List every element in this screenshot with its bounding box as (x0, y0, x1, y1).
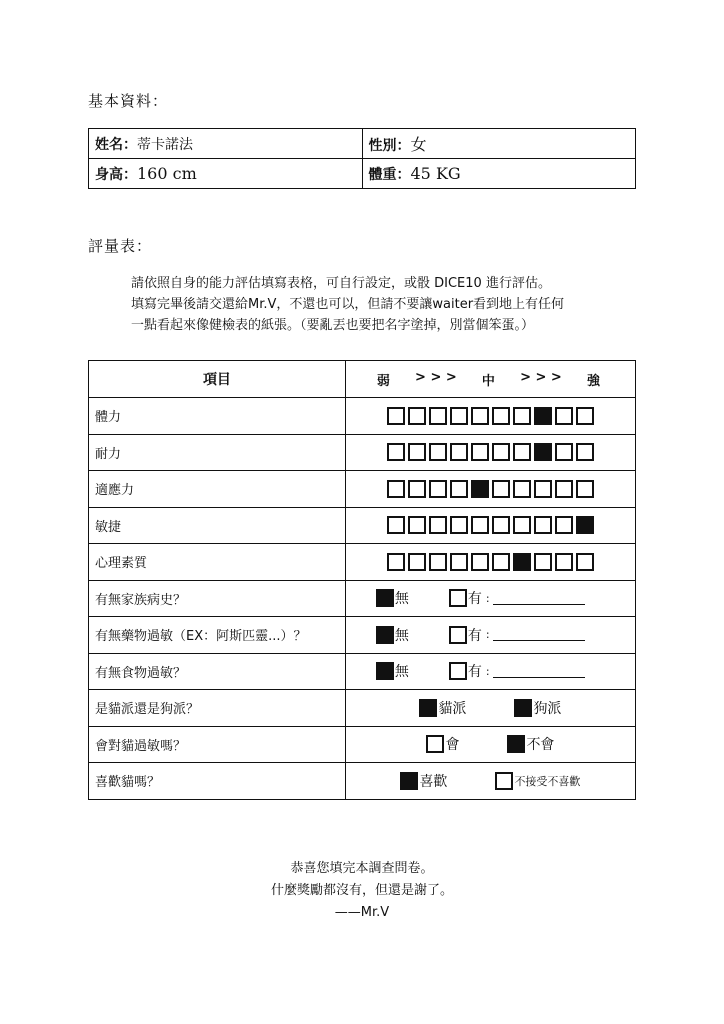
rating-box[interactable] (492, 407, 510, 425)
rating-box[interactable] (387, 480, 405, 498)
option-label: 不接受不喜歡 (514, 774, 581, 788)
checkbox-checked[interactable] (514, 699, 532, 717)
rating-scale (345, 544, 635, 581)
option-label: 無 (394, 664, 409, 681)
rating-box[interactable] (471, 407, 489, 425)
rating-box[interactable] (450, 480, 468, 498)
question-row (89, 653, 636, 690)
checkbox-unchecked[interactable] (449, 626, 467, 644)
rating-box[interactable] (387, 443, 405, 461)
item-column-header: 項目 (89, 361, 346, 398)
name-cell (89, 129, 363, 159)
question-label: 有無藥物過敏（EX：阿斯匹靈...）？ (89, 617, 346, 654)
rating-box[interactable] (450, 516, 468, 534)
checkbox-checked[interactable] (376, 626, 394, 644)
basic-info-table (88, 128, 636, 189)
answer-option[interactable] (376, 625, 409, 645)
section-eval-heading: 評量表： (88, 237, 153, 255)
rating-box[interactable] (576, 407, 594, 425)
answer-option[interactable] (449, 588, 585, 608)
height-cell (89, 159, 363, 189)
rating-box[interactable] (492, 443, 510, 461)
checkbox-checked[interactable] (419, 699, 437, 717)
name-value: 蒂卡諾法 (137, 136, 193, 153)
rating-row (89, 434, 636, 471)
rating-box[interactable] (429, 516, 447, 534)
rating-box[interactable] (492, 516, 510, 534)
answer-option[interactable] (495, 772, 580, 790)
answer-option[interactable] (376, 588, 409, 608)
option-label: 不會 (526, 737, 555, 754)
checkbox-unchecked[interactable] (426, 735, 444, 753)
option-label: 有 (467, 591, 482, 608)
weight-label: 體重： (368, 166, 411, 183)
checkbox-checked[interactable] (376, 589, 394, 607)
colon: : (485, 591, 490, 605)
checkbox-unchecked[interactable] (495, 772, 513, 790)
answer-option[interactable] (419, 698, 466, 718)
rating-box[interactable] (576, 553, 594, 571)
question-label: 有無家族病史？ (89, 580, 346, 617)
rating-label: 敏捷 (89, 507, 346, 544)
gender-label: 性別： (368, 138, 411, 154)
rating-box[interactable] (387, 407, 405, 425)
rating-box[interactable] (408, 516, 426, 534)
rating-box[interactable] (429, 553, 447, 571)
footer-signature: ——Mr.V (334, 905, 390, 920)
rating-label: 體力 (89, 398, 346, 435)
instruction-line: 填寫完畢後請交還給Mr.V，不還也可以，但請不要讓waiter看到地上有任何 (131, 297, 565, 312)
question-row (89, 726, 636, 763)
question-answer (345, 653, 635, 690)
weight-value: 45 KG (410, 163, 461, 183)
rating-row (89, 471, 636, 508)
scale-mid: 中 (481, 373, 495, 389)
rating-label: 適應力 (89, 471, 346, 508)
question-answer (345, 580, 635, 617)
checkbox-unchecked[interactable] (449, 662, 467, 680)
rating-box[interactable] (450, 553, 468, 571)
rating-box[interactable] (492, 553, 510, 571)
rating-box[interactable] (576, 443, 594, 461)
question-label: 有無食物過敏？ (89, 653, 346, 690)
question-row (89, 580, 636, 617)
rating-box[interactable] (429, 443, 447, 461)
rating-box[interactable] (471, 553, 489, 571)
rating-row (89, 398, 636, 435)
question-row (89, 690, 636, 727)
scale-strong: 強 (586, 373, 600, 389)
rating-box[interactable] (534, 516, 552, 534)
scale-weak: 弱 (376, 373, 390, 389)
checkbox-checked[interactable] (400, 772, 418, 790)
option-label: 狗派 (533, 700, 562, 717)
rating-box-selected[interactable] (534, 443, 552, 461)
rating-box[interactable] (408, 480, 426, 498)
answer-option[interactable] (426, 734, 459, 754)
instruction-line: 請依照自身的能力評估填寫表格，可自行設定，或骰 DICE10 進行評估。 (131, 276, 551, 291)
option-label: 有 (467, 627, 482, 644)
rating-box-selected[interactable] (471, 480, 489, 498)
checkbox-unchecked[interactable] (449, 589, 467, 607)
rating-box[interactable] (429, 480, 447, 498)
answer-option[interactable] (400, 771, 447, 791)
rating-box[interactable] (513, 516, 531, 534)
question-answer (345, 690, 635, 727)
question-label: 喜歡貓嗎？ (89, 763, 346, 800)
rating-box[interactable] (534, 553, 552, 571)
rating-box[interactable] (555, 407, 573, 425)
rating-label: 心理素質 (89, 544, 346, 581)
blank-fill-line[interactable] (493, 665, 585, 678)
colon: : (485, 664, 490, 678)
question-label: 是貓派還是狗派？ (89, 690, 346, 727)
footer-line: 恭喜您填完本調查問卷。 (290, 861, 434, 876)
rating-scale (345, 471, 635, 508)
rating-box[interactable] (555, 480, 573, 498)
section-basic-heading: 基本資料： (88, 92, 169, 110)
rating-box[interactable] (555, 443, 573, 461)
rating-box[interactable] (408, 553, 426, 571)
rating-box[interactable] (471, 516, 489, 534)
colon: : (485, 628, 490, 642)
rating-scale (345, 398, 635, 435)
rating-box[interactable] (408, 443, 426, 461)
rating-box[interactable] (513, 443, 531, 461)
footer-line: 什麼獎勵都沒有，但還是謝了。 (270, 883, 453, 898)
instructions (131, 273, 631, 336)
option-label: 無 (394, 627, 409, 644)
rating-box[interactable] (555, 516, 573, 534)
weight-cell (362, 159, 636, 189)
question-row (89, 617, 636, 654)
option-label: 會 (445, 737, 460, 754)
rating-box-selected[interactable] (576, 516, 594, 534)
rating-box[interactable] (492, 480, 510, 498)
rating-box[interactable] (429, 407, 447, 425)
rating-scale (345, 507, 635, 544)
rating-box[interactable] (408, 407, 426, 425)
rating-label: 耐力 (89, 434, 346, 471)
closing-message (0, 858, 724, 924)
name-label: 姓名： (95, 136, 137, 153)
answer-option[interactable] (449, 625, 585, 645)
height-label: 身高： (95, 166, 137, 183)
option-label: 喜歡 (419, 773, 448, 790)
question-label: 會對貓過敏嗎？ (89, 726, 346, 763)
rating-box[interactable] (387, 516, 405, 534)
rating-box[interactable] (513, 480, 531, 498)
blank-fill-line[interactable] (493, 592, 585, 605)
instruction-line: 一點看起來像健檢表的紙張。（要亂丟也要把名字塗掉，別當個笨蛋。） (131, 318, 535, 333)
answer-option[interactable] (514, 698, 561, 718)
rating-box[interactable] (387, 553, 405, 571)
option-label: 無 (394, 591, 409, 608)
evaluation-table (88, 360, 636, 800)
scale-arrows: > > > (520, 369, 562, 385)
gender-cell (362, 129, 636, 159)
rating-box[interactable] (471, 443, 489, 461)
question-answer (345, 726, 635, 763)
rating-box[interactable] (534, 480, 552, 498)
question-answer (345, 617, 635, 654)
rating-box-selected[interactable] (513, 553, 531, 571)
answer-option[interactable] (376, 661, 409, 681)
answer-option[interactable] (449, 661, 585, 681)
option-label: 貓派 (438, 700, 467, 717)
rating-box-selected[interactable] (534, 407, 552, 425)
option-label: 有 (467, 664, 482, 681)
height-value: 160 cm (137, 163, 197, 183)
rating-box[interactable] (513, 407, 531, 425)
scale-arrows: > > > (415, 369, 457, 385)
rating-box[interactable] (576, 480, 594, 498)
checkbox-checked[interactable] (376, 662, 394, 680)
blank-fill-line[interactable] (493, 628, 585, 641)
answer-option[interactable] (507, 734, 554, 754)
scale-column-header (345, 361, 635, 398)
rating-box[interactable] (450, 407, 468, 425)
rating-scale (345, 434, 635, 471)
rating-row (89, 507, 636, 544)
question-answer (345, 763, 635, 800)
question-row (89, 763, 636, 800)
rating-box[interactable] (555, 553, 573, 571)
gender-value: 女 (410, 135, 427, 154)
checkbox-checked[interactable] (507, 735, 525, 753)
rating-row (89, 544, 636, 581)
rating-box[interactable] (450, 443, 468, 461)
